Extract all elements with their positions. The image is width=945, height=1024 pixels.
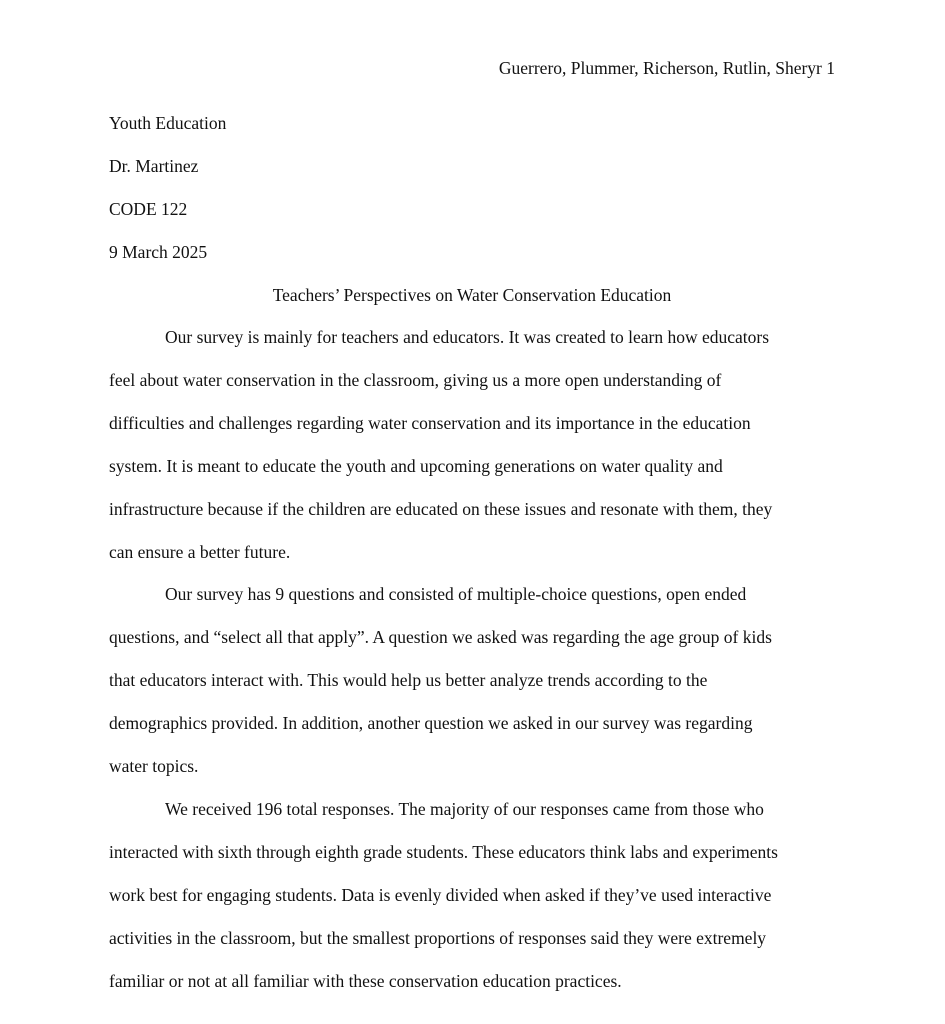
paragraph-line: familiar or not at all familiar with these conservation education practices. xyxy=(109,970,622,991)
paragraph-line: work best for engaging students. Data is evenly divided when asked if they’ve used interactive xyxy=(109,884,772,905)
paragraph-line: activities in the classroom, but the smallest proportions of responses said they were extremely xyxy=(109,927,767,948)
paragraph-line: that educators interact with. This would help us better analyze trends according to the xyxy=(109,670,708,691)
paragraph-line: infrastructure because if the children are educated on these issues and resonate with them, they xyxy=(109,498,773,519)
document-date: 9 March 2025 xyxy=(109,242,208,262)
document-title: Teachers’ Perspectives on Water Conservation Education xyxy=(272,285,672,305)
paragraph-line: Our survey has 9 questions and consisted of multiple-choice questions, open ended xyxy=(165,584,747,605)
paragraph-line: demographics provided. In addition, another question we asked in our survey was regarding xyxy=(109,713,753,734)
paragraph-line: difficulties and challenges regarding water conservation and its importance in the education xyxy=(109,412,751,433)
running-head: Guerrero, Plummer, Richerson, Rutlin, Sheryr 1 xyxy=(498,58,835,78)
course-name: Youth Education xyxy=(109,113,227,133)
instructor-name: Dr. Martinez xyxy=(109,156,199,176)
paragraph-line: water topics. xyxy=(109,756,199,777)
paragraph-line: interacted with sixth through eighth grade students. These educators think labs and experiments xyxy=(109,841,778,862)
paragraph-1 xyxy=(109,316,835,573)
paragraph-3 xyxy=(109,788,835,1003)
paragraph-2 xyxy=(109,573,835,788)
paragraph-line: questions, and “select all that apply”. A question we asked was regarding the age group of kids xyxy=(109,627,772,648)
paragraph-line: system. It is meant to educate the youth and upcoming generations on water quality and xyxy=(109,455,723,476)
paragraph-line: can ensure a better future. xyxy=(109,541,291,562)
paragraph-line: feel about water conservation in the classroom, giving us a more open understanding of xyxy=(109,369,722,390)
course-code: CODE 122 xyxy=(109,199,188,219)
mla-heading xyxy=(109,112,849,284)
paragraph-line: We received 196 total responses. The majority of our responses came from those who xyxy=(165,798,764,819)
paragraph-line: Our survey is mainly for teachers and educators. It was created to learn how educators xyxy=(165,327,770,347)
document-body xyxy=(109,316,835,1003)
